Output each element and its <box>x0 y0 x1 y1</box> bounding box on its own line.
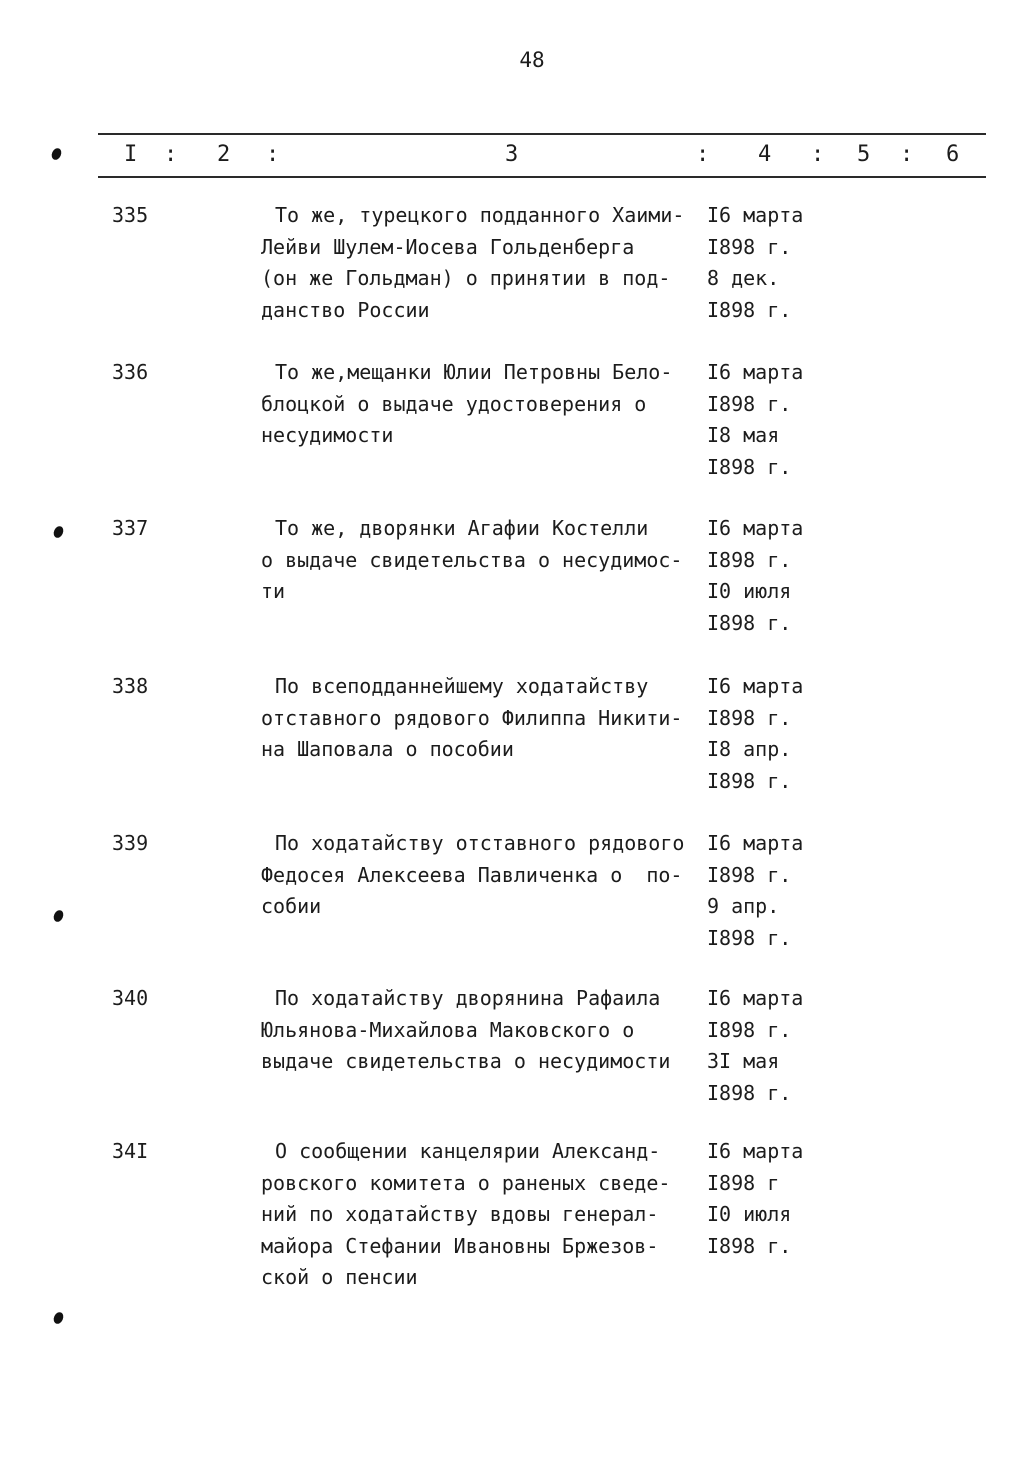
entry-description <box>261 200 711 326</box>
date-end-day: I8 апр. <box>707 737 792 761</box>
binder-hole-mark <box>52 1311 65 1326</box>
entry-description <box>261 828 711 923</box>
entry-description <box>261 513 711 608</box>
date-end-day: 3I мая <box>707 1049 780 1073</box>
date-end-year: I898 г. <box>707 610 792 635</box>
date-start-year: I898 г. <box>707 234 792 259</box>
header-col2: 2 <box>217 142 231 167</box>
date-start-day: I6 марта <box>707 674 804 698</box>
date-end-year: I898 г. <box>707 768 792 793</box>
date-end-day: I0 июля <box>707 579 792 603</box>
header-col3: 3 <box>505 142 519 167</box>
entry-number: 336 <box>112 360 149 384</box>
description-line: По ходатайству отставного рядового <box>275 831 685 855</box>
description-line: По ходатайству дворянина Рафаила <box>275 986 661 1010</box>
description-line: ской о пенсии <box>261 1265 418 1289</box>
header-col1: I <box>124 142 138 167</box>
date-start-day: I6 марта <box>707 203 804 227</box>
entry-number: 338 <box>112 674 149 698</box>
date-end-day: 9 апр. <box>707 894 780 918</box>
description-line: То же, турецкого подданного Хаими- <box>275 203 685 227</box>
date-start-year: I898 г. <box>707 705 792 730</box>
entry-number: 34I <box>112 1139 149 1163</box>
description-line: о выдаче свидетельства о несудимос- <box>261 547 683 572</box>
description-line: ти <box>261 579 286 603</box>
entry-dates <box>707 357 837 483</box>
header-col6: 6 <box>946 142 960 167</box>
description-line: (он же Гольдман) о принятии в под- <box>261 266 671 290</box>
entry-description <box>261 983 711 1078</box>
date-end-day: I0 июля <box>707 1202 792 1226</box>
entry-number: 337 <box>112 516 149 540</box>
description-line: ровского комитета о раненых сведе- <box>261 1170 671 1195</box>
date-start-year: I898 г. <box>707 1017 792 1042</box>
date-end-day: I8 мая <box>707 423 780 447</box>
table-header-top-rule <box>98 133 986 135</box>
entry-dates <box>707 513 837 639</box>
header-col4: 4 <box>758 142 772 167</box>
entry-number: 339 <box>112 831 149 855</box>
date-end-year: I898 г. <box>707 297 792 322</box>
description-line: Юльянова-Михайлова Маковского о <box>261 1017 635 1042</box>
description-line: майора Стефании Ивановны Бржезов- <box>261 1233 659 1258</box>
date-end-day: 8 дек. <box>707 266 780 290</box>
description-line: То же,мещанки Юлии Петровны Бело- <box>275 360 673 384</box>
binder-hole-mark <box>52 909 65 924</box>
description-line: О сообщении канцелярии Александ- <box>275 1139 661 1163</box>
date-start-year: I898 г. <box>707 547 792 572</box>
date-start-day: I6 марта <box>707 831 804 855</box>
entry-description <box>261 671 711 766</box>
description-line: на Шаповала о пособии <box>261 737 514 761</box>
date-end-year: I898 г. <box>707 1233 792 1258</box>
entry-dates <box>707 828 837 954</box>
date-end-year: I898 г. <box>707 925 792 950</box>
entry-number: 340 <box>112 986 149 1010</box>
entry-dates <box>707 200 837 326</box>
date-start-day: I6 марта <box>707 516 804 540</box>
description-line: ний по ходатайству вдовы генерал- <box>261 1202 659 1226</box>
entry-number: 335 <box>112 203 149 227</box>
header-separator: : <box>811 142 825 167</box>
description-line: По всеподданнейшему ходатайству <box>275 674 649 698</box>
date-end-year: I898 г. <box>707 1080 792 1105</box>
date-start-year: I898 г. <box>707 391 792 416</box>
description-line: данство России <box>261 297 430 322</box>
entry-description <box>261 1136 711 1294</box>
description-line: Федосея Алексеева Павличенка о по- <box>261 862 683 887</box>
date-start-day: I6 марта <box>707 360 804 384</box>
entry-dates <box>707 1136 837 1262</box>
binder-hole-mark <box>52 525 65 540</box>
header-separator: : <box>900 142 914 167</box>
date-start-day: I6 марта <box>707 986 804 1010</box>
date-start-day: I6 марта <box>707 1139 804 1163</box>
entry-dates <box>707 983 837 1109</box>
description-line: выдаче свидетельства о несудимости <box>261 1049 671 1073</box>
date-end-year: I898 г. <box>707 454 792 479</box>
description-line: собии <box>261 894 322 918</box>
description-line: несудимости <box>261 423 394 447</box>
description-line: отставного рядового Филиппа Никити- <box>261 705 683 730</box>
binder-hole-mark <box>50 147 63 162</box>
description-line: То же, дворянки Агафии Костелли <box>275 516 649 540</box>
header-separator: : <box>696 142 710 167</box>
date-start-year: I898 г <box>707 1170 780 1195</box>
description-line: блоцкой о выдаче удостоверения о <box>261 391 647 416</box>
table-header-bottom-rule <box>98 176 986 178</box>
header-col5: 5 <box>857 142 871 167</box>
page-number: 48 <box>519 48 545 72</box>
header-separator: : <box>164 142 178 167</box>
date-start-year: I898 г. <box>707 862 792 887</box>
entry-dates <box>707 671 837 797</box>
description-line: Лейви Шулем-Иосева Гольденберга <box>261 234 635 259</box>
header-separator: : <box>266 142 280 167</box>
entry-description <box>261 357 711 452</box>
